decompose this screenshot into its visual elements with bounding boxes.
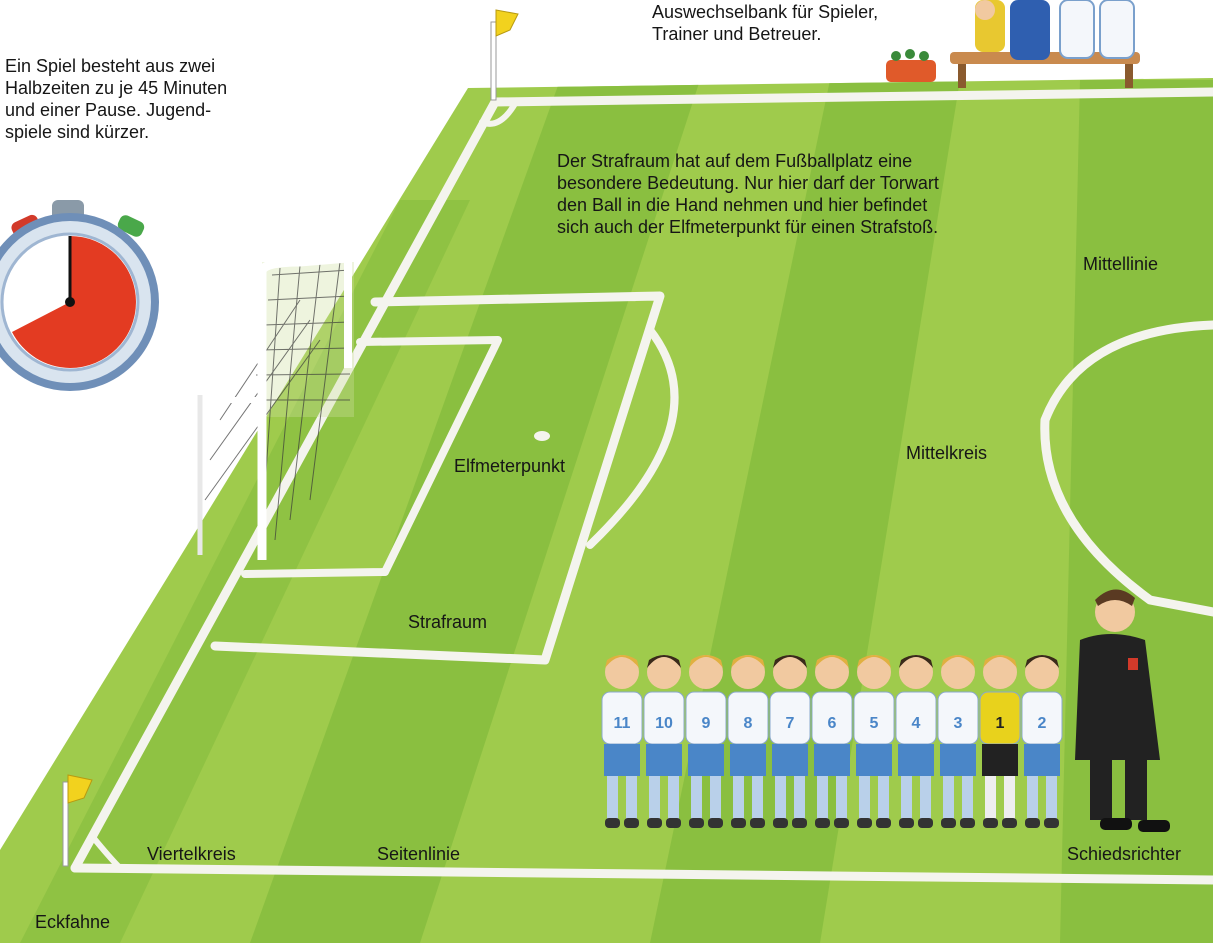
shirt-number: 1: [995, 715, 1005, 732]
label-eckfahne: Eckfahne: [35, 912, 111, 932]
bench-caption: [652, 1, 878, 45]
shirt-number: 9: [701, 715, 711, 732]
bench-caption-line: Trainer und Betreuer.: [652, 24, 822, 44]
penalty-area-caption: [557, 150, 939, 238]
shirt-number: 4: [911, 715, 921, 732]
substitute-bench: [886, 0, 1140, 88]
penalty-area-line: Der Strafraum hat auf dem Fußballplatz eine: [557, 151, 913, 171]
penalty-area-line: besondere Bedeutung. Nur hier darf der Torwart: [557, 173, 939, 193]
bench-caption-line: Auswechselbank für Spieler,: [652, 2, 879, 22]
label-mittellinie: Mittellinie: [1083, 254, 1159, 274]
penalty-spot: [534, 431, 550, 441]
penalty-area-line: sich auch der Elfmeterpunkt für einen Strafstoß.: [557, 217, 939, 237]
label-elfmeterpunkt: Elfmeterpunkt: [454, 456, 566, 476]
shirt-number: 3: [953, 715, 963, 732]
shirt-number: 6: [827, 715, 837, 732]
label-mittelkreis: Mittelkreis: [906, 443, 988, 463]
game-duration-line: Ein Spiel besteht aus zwei: [5, 56, 216, 76]
game-duration-line: spiele sind kürzer.: [5, 122, 150, 142]
shirt-number: 2: [1037, 715, 1047, 732]
penalty-area-line: den Ball in die Hand nehmen und hier befindet: [557, 195, 928, 215]
corner-flag-top: [491, 10, 518, 100]
shirt-number: 10: [655, 715, 673, 732]
label-viertelkreis: Viertelkreis: [147, 844, 236, 864]
game-duration-caption: [5, 55, 227, 143]
stopwatch-icon: [0, 200, 155, 387]
shirt-number: 5: [869, 715, 879, 732]
label-seitenlinie: Seitenlinie: [377, 844, 461, 864]
game-duration-line: und einer Pause. Jugend-: [5, 100, 212, 120]
shirt-number: 7: [785, 715, 795, 732]
label-schiedsrichter: Schiedsrichter: [1067, 844, 1182, 864]
game-duration-line: Halbzeiten zu je 45 Minuten: [5, 78, 228, 98]
shirt-number: 11: [613, 715, 631, 732]
label-strafraum: Strafraum: [408, 612, 488, 632]
shirt-number: 8: [743, 715, 753, 732]
